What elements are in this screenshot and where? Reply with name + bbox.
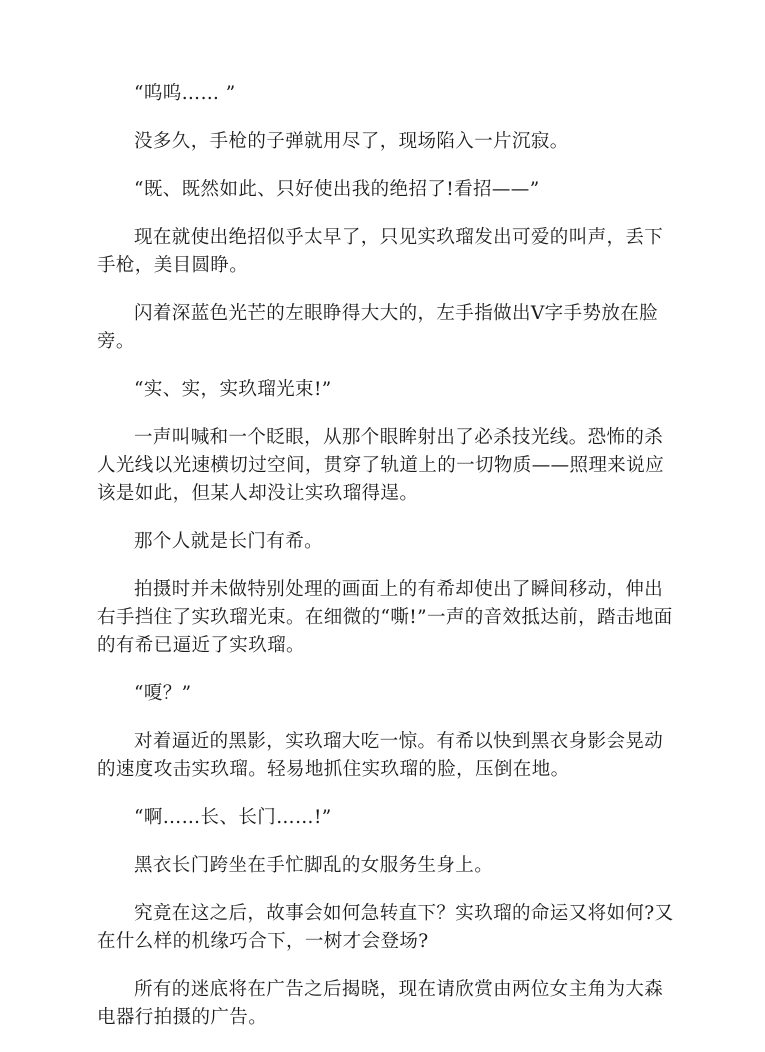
- paragraph: 所有的迷底将在广告之后揭晓，现在请欣赏由两位女主角为大森电器行拍摄的广告。: [97, 979, 664, 1028]
- paragraph: “既、既然如此、只好使出我的绝招了!看招——”: [134, 179, 540, 200]
- paragraph: “嗄？”: [134, 683, 192, 704]
- paragraph: “实、实，实玖瑠光束!”: [134, 379, 332, 400]
- paragraph: “呜呜…… ”: [134, 83, 236, 104]
- paragraph: “啊……长、长门……!”: [134, 807, 332, 828]
- paragraph: 一声叫喊和一个眨眼，从那个眼眸射出了必杀技光线。恐怖的杀人光线以光速横切过空间，贯穿了轨道上的一切物质——照理来说应该是如此，但某人却没让实玖瑠得逞。: [97, 427, 665, 504]
- paragraph: 黑衣长门跨坐在手忙脚乱的女服务生身上。: [134, 855, 494, 876]
- document-body: [97, 80, 677, 1052]
- paragraph: 没多久，手枪的子弹就用尽了，现场陷入一片沉寂。: [134, 131, 569, 152]
- paragraph: 现在就使出绝招似乎太早了，只见实玖瑠发出可爱的叫声，丢下手枪，美目圆睁。: [97, 227, 664, 276]
- paragraph: 拍摄时并未做特别处理的画面上的有希却使出了瞬间移动，伸出右手挡住了实玖瑠光束。在细微的“嘶!”一声的音效抵达前，踏击地面的有希已逼近了实玖瑠。: [97, 579, 673, 656]
- paragraph: 究竟在这之后，故事会如何急转直下？实玖瑠的命运又将如何?又在什么样的机缘巧合下，一树才会登场?: [97, 903, 674, 952]
- paragraph: 对着逼近的黑影，实玖瑠大吃一惊。有希以快到黑衣身影会晃动的速度攻击实玖瑠。轻易地抓住实玖瑠的脸，压倒在地。: [97, 731, 664, 780]
- paragraph: 闪着深蓝色光芒的左眼睁得大大的，左手指做出V字手势放在脸旁。: [97, 303, 659, 352]
- paragraph: 那个人就是长门有希。: [134, 531, 324, 552]
